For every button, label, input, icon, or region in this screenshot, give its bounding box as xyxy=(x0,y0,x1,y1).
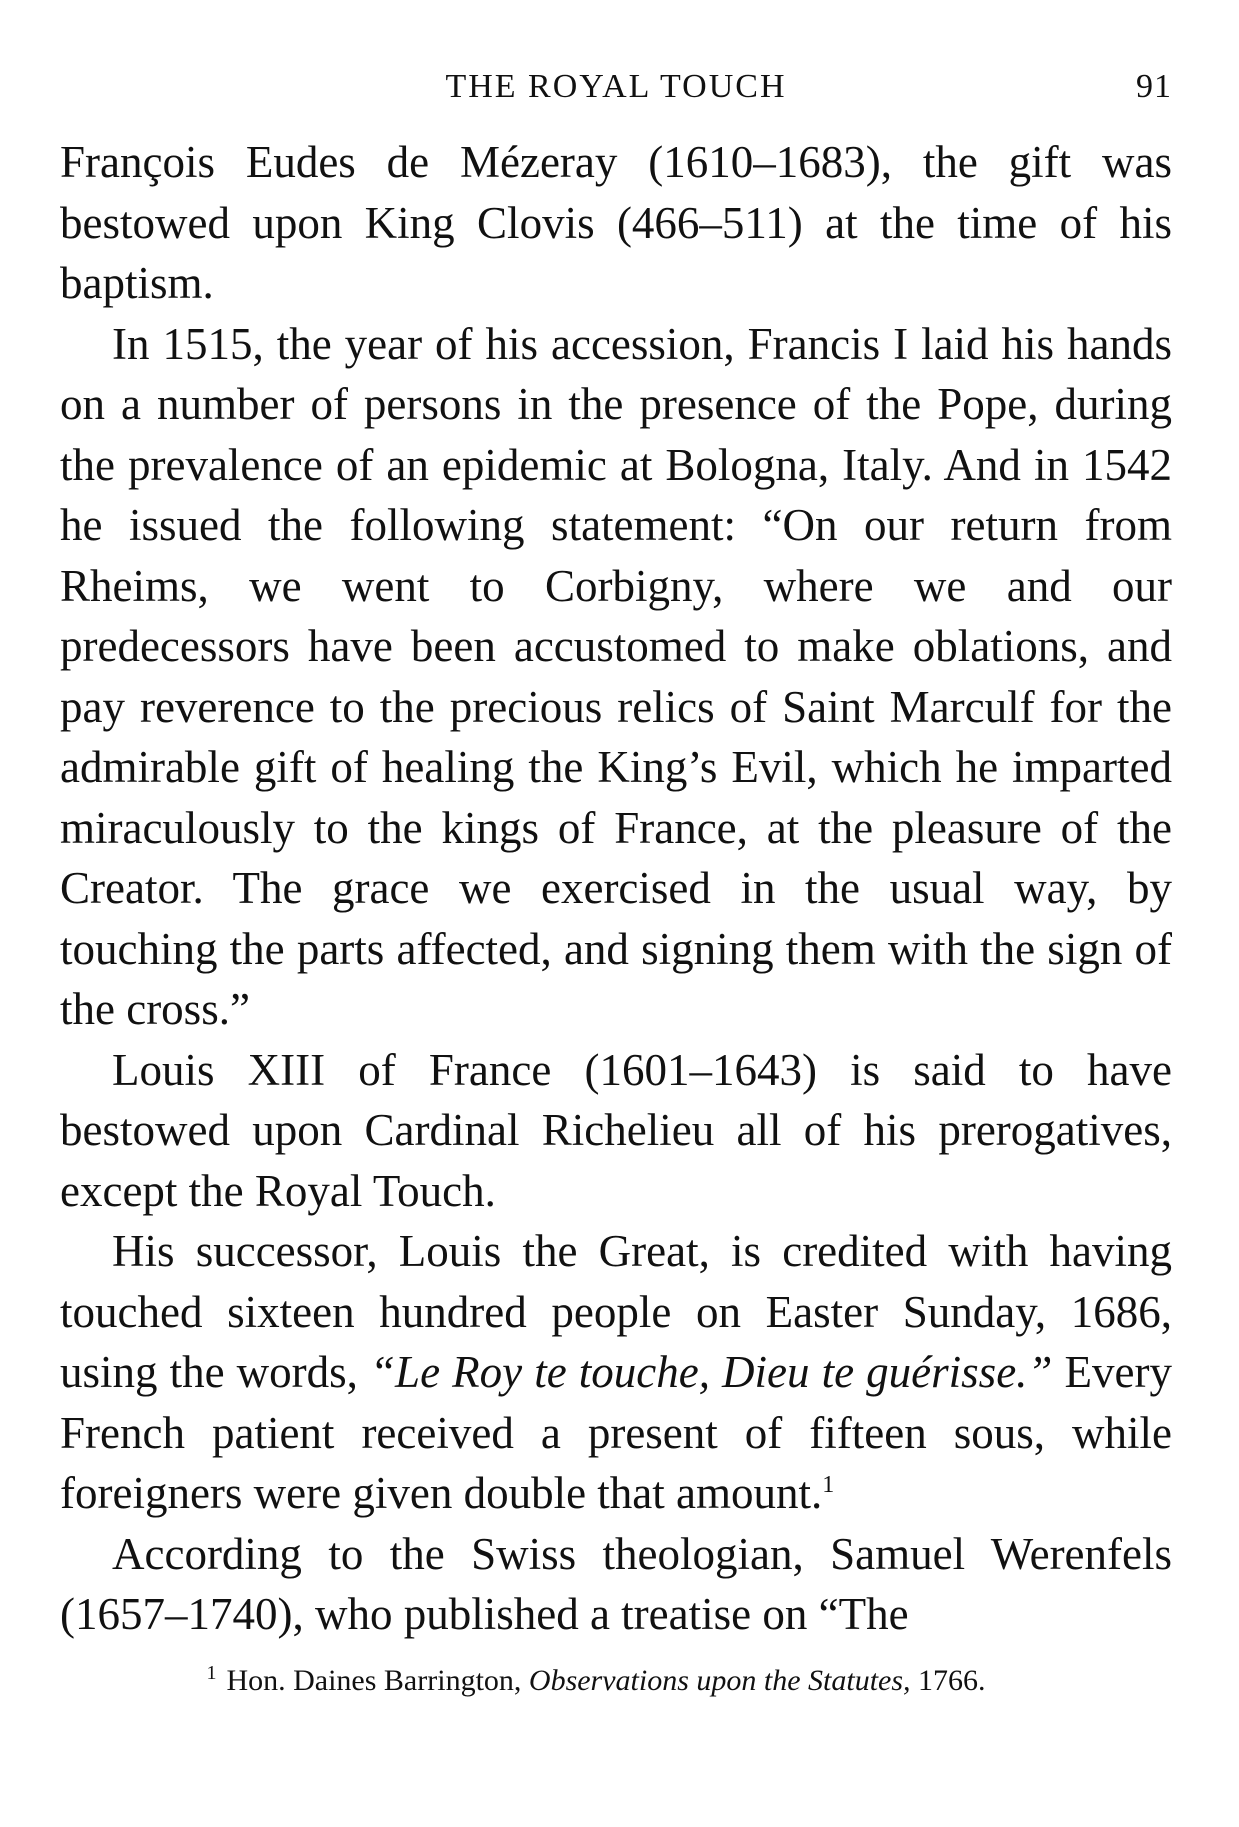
page-number: 91 xyxy=(1136,68,1172,105)
footnote-marker: 1 xyxy=(206,1661,217,1684)
paragraph-2: In 1515, the year of his accession, Francis I laid his hands on a number of persons in the presence of the Pope, during the prevalence of an epidemic at Bologna, Italy. And in 1542 he issued the following statement: “On our return from Rheims, we went to Corbigny, where we and our predecessors have been accustomed to make oblations, and pay reverence to the precious relics of Saint Marculf for the admirable gift of healing the King’s Evil, which he imparted miraculously to the kings of France, at the pleasure of the Creator. The grace we exercised in the usual way, by touching the parts affected, and signing them with the sign of the cross.” xyxy=(60,318,1172,1034)
body-text xyxy=(60,132,1172,1645)
footnote-year: 1766. xyxy=(910,1663,986,1697)
paragraph-4 xyxy=(60,1221,1172,1524)
running-header xyxy=(60,68,1172,120)
book-page xyxy=(60,68,1172,1701)
footnote xyxy=(60,1653,1172,1701)
running-title: THE ROYAL TOUCH xyxy=(445,68,787,105)
footnote-title: Observations upon the Statutes, xyxy=(528,1663,911,1697)
paragraph-4-quote: “Le Roy te touche, Dieu te guérisse.” xyxy=(370,1347,1053,1397)
paragraph-4-text-b: Every French patient received a present of fifteen sous, while foreigners were given double that amount. xyxy=(60,1347,1172,1518)
footnote-reference[interactable]: 1 xyxy=(822,1472,835,1498)
paragraph-4-text-a: His successor, Louis the Great, is credited with having touched sixteen hundred people on Easter Sunday, 1686, using the words, xyxy=(60,1226,1172,1397)
paragraph-3: Louis XIII of France (1601–1643) is said to have bestowed upon Cardinal Richelieu all of his prerogatives, except the Royal Touch. xyxy=(60,1044,1172,1216)
footnote-author: Hon. Daines Barrington, xyxy=(226,1663,529,1697)
paragraph-5: According to the Swiss theologian, Samuel Werenfels (1657–1740), who published a treatise on “The xyxy=(60,1528,1172,1639)
paragraph-1: François Eudes de Mézeray (1610–1683), the gift was bestowed upon King Clovis (466–511) at the time of his baptism. xyxy=(60,137,1172,308)
